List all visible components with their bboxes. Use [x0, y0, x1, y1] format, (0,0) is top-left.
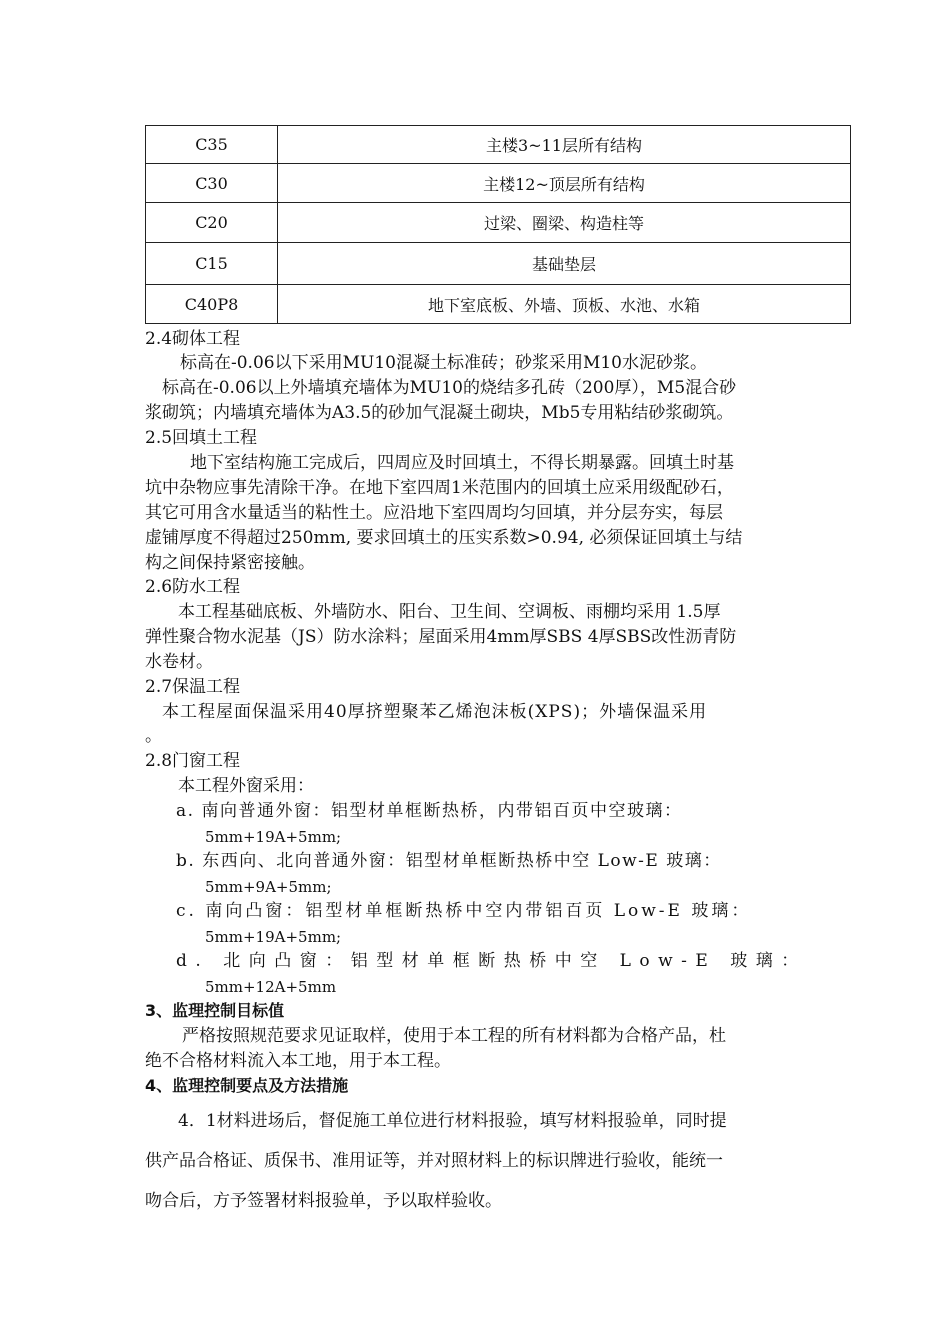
list-item: a. 南向普通外窗：铝型材单框断热桥，内带铝百页中空玻璃： [176, 801, 683, 821]
paragraph-line: 构之间保持紧密接触。 [145, 553, 315, 573]
paragraph-line: 绝不合格材料流入本工地，用于本工程。 [145, 1051, 451, 1071]
paragraph-line: 弹性聚合物水泥基（JS）防水涂料；屋面采用4mm厚SBS 4厚SBS改性沥青防 [145, 627, 737, 647]
paragraph-line: 标高在-0.06以上外墙填充墙体为MU10的烧结多孔砖（200厚），M5混合砂 [162, 378, 737, 398]
paragraph-line: 。 [145, 726, 162, 746]
paragraph-line: 吻合后，方予签署材料报验单，予以取样验收。 [145, 1191, 502, 1211]
section-heading: 2.7保温工程 [145, 677, 241, 697]
table-cell-usage: 地下室底板、外墙、顶板、水池、水箱 [278, 285, 851, 324]
table-cell-grade: C15 [146, 243, 278, 285]
concrete-grade-table [145, 125, 851, 324]
paragraph-line: 虚铺厚度不得超过250mm, 要求回填土的压实系数>0.94, 必须保证回填土与结 [145, 528, 743, 548]
list-item: d. 北向凸窗：铝型材单框断热桥中空 Low-E 玻璃： [176, 951, 807, 971]
paragraph-line: 本工程基础底板、外墙防水、阳台、卫生间、空调板、雨棚均采用 1.5厚 [178, 602, 721, 622]
section-heading: 2.8门窗工程 [145, 751, 241, 771]
section-heading: 2.6防水工程 [145, 577, 241, 597]
table-row [146, 203, 851, 243]
table-cell-usage: 主楼12~顶层所有结构 [278, 164, 851, 203]
list-item: b. 东西向、北向普通外窗：铝型材单框断热桥中空 Low-E 玻璃： [176, 851, 722, 871]
section-heading: 4、监理控制要点及方法措施 [145, 1076, 349, 1095]
paragraph-line: 地下室结构施工完成后，四周应及时回填土，不得长期暴露。回填土时基 [190, 453, 734, 473]
table-cell-usage: 过梁、圈梁、构造柱等 [278, 203, 851, 243]
paragraph-line: 严格按照规范要求见证取样，使用于本工程的所有材料都为合格产品，杜 [182, 1026, 726, 1046]
table-cell-usage: 基础垫层 [278, 243, 851, 285]
paragraph-line: 本工程屋面保温采用40厚挤塑聚苯乙烯泡沫板(XPS)；外墙保温采用 [162, 702, 708, 722]
section-heading: 2.4砌体工程 [145, 329, 241, 349]
table-cell-grade: C35 [146, 126, 278, 164]
section-heading: 2.5回填土工程 [145, 428, 258, 448]
table-cell-usage: 主楼3~11层所有结构 [278, 126, 851, 164]
table-row [146, 243, 851, 285]
table-cell-grade: C30 [146, 164, 278, 203]
list-item-detail: 5mm+12A+5mm [205, 978, 337, 996]
paragraph-line: 本工程外窗采用： [178, 776, 314, 796]
section-heading: 3、监理控制目标值 [145, 1001, 285, 1020]
paragraph-line: 4．1材料进场后，督促施工单位进行材料报验，填写材料报验单，同时提 [178, 1111, 727, 1131]
paragraph-line: 水卷材。 [145, 652, 213, 672]
list-item: c. 南向凸窗：铝型材单框断热桥中空内带铝百页 Low-E 玻璃： [176, 901, 752, 921]
table-cell-grade: C40P8 [146, 285, 278, 324]
list-item-detail: 5mm+19A+5mm; [205, 928, 342, 946]
table-row [146, 126, 851, 164]
paragraph-line: 标高在-0.06以下采用MU10混凝土标准砖；砂浆采用M10水泥砂浆。 [180, 353, 707, 373]
list-item-detail: 5mm+19A+5mm; [205, 828, 342, 846]
list-item-detail: 5mm+9A+5mm; [205, 878, 332, 896]
paragraph-line: 其它可用含水量适当的粘性土。应沿地下室四周均匀回填，并分层夯实，每层 [145, 503, 723, 523]
table-row [146, 285, 851, 324]
table-cell-grade: C20 [146, 203, 278, 243]
paragraph-line: 坑中杂物应事先清除干净。在地下室四周1米范围内的回填土应采用级配砂石， [145, 478, 734, 498]
paragraph-line: 浆砌筑；内墙填充墙体为A3.5的砂加气混凝土砌块，Mb5专用粘结砂浆砌筑。 [145, 403, 734, 423]
table-row [146, 164, 851, 203]
paragraph-line: 供产品合格证、质保书、准用证等，并对照材料上的标识牌进行验收，能统一 [145, 1151, 723, 1171]
